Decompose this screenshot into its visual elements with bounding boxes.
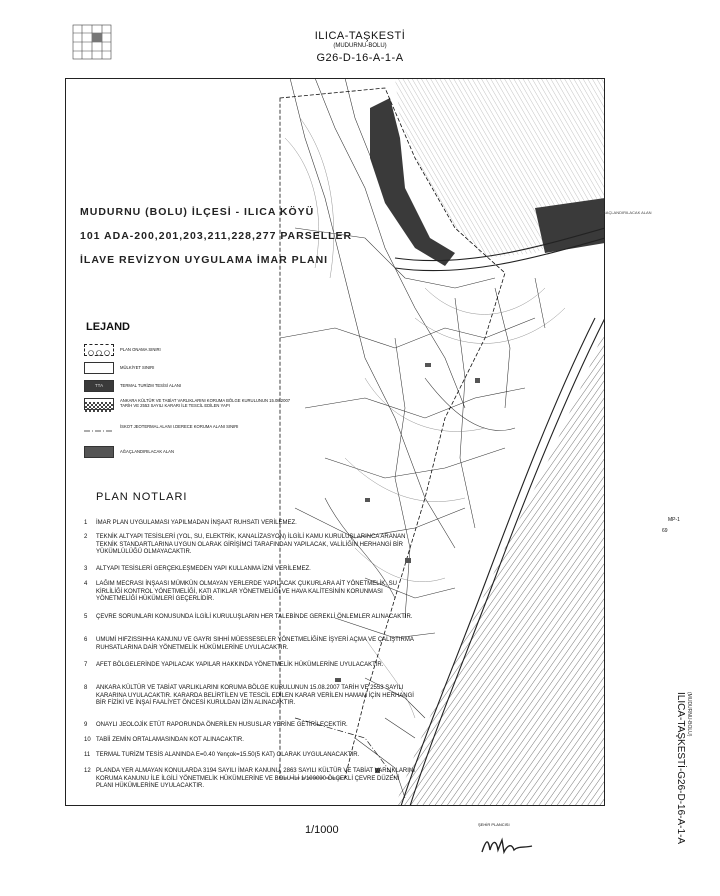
plan-note-number: 1	[84, 520, 88, 526]
plan-note-text: İMAR PLAN UYGULAMASI YAPILMADAN İNŞAAT RUHSATI VERİLEMEZ.	[96, 520, 297, 526]
plan-note-number: 6	[84, 637, 88, 643]
sheet-subtitle: (MUDURNU-BOLU)	[333, 43, 387, 49]
plan-note-text: TERMAL TURİZM TESİS ALANINDA E=0.40 Yençok=15.50(5 KAT) OLARAK UYGULANACAKTIR.	[96, 752, 360, 758]
margin-stamp-1: MP-1	[668, 517, 680, 523]
legend-label: TERMAL TURİZM TESİSİ ALANI	[120, 383, 182, 388]
legend-title: LEJAND	[86, 321, 131, 333]
plan-boundary-swatch	[84, 344, 114, 356]
legend-item-plan-boundary	[84, 344, 289, 358]
plan-notes-title: PLAN NOTLARI	[96, 491, 188, 503]
plan-title-line-1: MUDURNU (BOLU) İLÇESİ - ILICA KÖYÜ	[80, 206, 315, 218]
plan-title-line-2: 101 ADA-200,201,203,211,228,277 PARSELLER	[80, 230, 353, 242]
plan-note-number: 8	[84, 685, 88, 691]
plan-note-number: 2	[84, 534, 88, 540]
legend-label: PLAN ONAMA SINIRI	[120, 347, 161, 352]
legend-item-geothermal	[84, 424, 289, 438]
side-title-sub: (MUDURNU-BOLU)	[686, 692, 692, 737]
plan-note-text: ALTYAPI TESİSLERİ GERÇEKLEŞMEDEN YAPI KULLANMA İZNİ VERİLEMEZ.	[96, 566, 311, 572]
plan-note-text: TEKNİK ALTYAPI TESİSLERİ (YOL, SU, ELEKTRİK, KANALİZASYON) İLGİLİ KAMU KURULUŞLARINCA ARANAN TEKNİK STANDARTLARINA UYGUN OLARAK GİRİŞİMCİ TARAFINDAN YAPILACAK, VALİLİĞİN HERHANGİ BİR YÜKÜMLÜLÜĞÜ OLMAYACAKTIR.	[96, 534, 406, 555]
legend-label: İSKOT JEOTERMAL ALANI I.DERECE KORUMA ALANI SINIRI	[120, 424, 239, 429]
plan-title-line-3: İLAVE REVİZYON UYGULAMA İMAR PLANI	[80, 254, 329, 266]
legend-label: ANKARA KÜLTÜR VE TABİAT VARLIKLARINI KORUMA BÖLGE KURULUNUN 15.08.2007 TARİH VE 2553 SAYILI KARARI İLE TESCİL EDİLEN YAPI	[120, 398, 291, 408]
afforest-area-tag: AĞAÇLANDIRILACAK ALAN	[600, 210, 652, 215]
plan-note-text: ÇEVRE SORUNLARI KONUSUNDA İLGİLİ KURULUŞLARIN HER TALEBİNDE GEREKLİ ÖNLEMLER ALINACAKTIR.	[96, 614, 413, 620]
plan-note-number: 10	[84, 737, 91, 743]
plan-note-text: AFET BÖLGELERİNDE YAPILACAK YAPILAR HAKKINDA YÖNETMELİK HÜKÜMLERİNE UYULACAKTIR.	[96, 662, 384, 668]
legend-label: AĞAÇLANDIRILACAK ALAN	[120, 449, 174, 454]
signature-mark	[478, 830, 538, 860]
plan-note-text: TABİİ ZEMİN ORTALAMASINDAN KOT ALINACAKTIR.	[96, 737, 244, 743]
plan-note-number: 7	[84, 662, 88, 668]
map-scale: 1/1000	[305, 824, 339, 836]
sheet-code: G26-D-16-A-1-A	[316, 52, 404, 64]
protected-swatch	[84, 398, 114, 410]
tta-swatch: TTA	[84, 380, 114, 392]
legend-item-afforest	[84, 446, 289, 460]
plan-note-number: 4	[84, 581, 88, 587]
side-sheet-title	[672, 692, 692, 882]
legend-item-ownership	[84, 362, 289, 376]
plan-note-text: PLANDA YER ALMAYAN KONULARDA 3194 SAYILI İMAR KANUNU, 2863 SAYILI KÜLTÜR VE TABİAT VARLIKLARINI KORUMA KANUNU İLE İLGİLİ YÖNETMELİK HÜKÜMLERİNE VE BOLU İLİ 1/100000 ÖLÇEKLİ ÇEVRE DÜZENİ PLANI HÜKÜMLERİNE UYULACAKTIR.	[96, 768, 415, 789]
plan-note-text: LAĞIM MECRASI İNŞAASI MÜMKÜN OLMAYAN YERLERDE YAPILACAK ÇUKURLARA AİT YÖNETMELİK, SU KİRLİLİĞİ KONTROL YÖNETMELİĞİ, KATI ATIKLAR YÖNETMELİĞİ VE HAVA KALİTESİNİN KORUNMASI YÖNETMELİĞİ HÜKÜMLERİ GEÇERLİDİR.	[96, 581, 397, 602]
legend-item-tta	[84, 380, 289, 394]
plan-note-text: ANKARA KÜLTÜR VE TABİAT VARLIKLARINI KORUMA BÖLGE KURULUNUN 15.08.2007 TARİH VE 2553 SAYILI KARARINA UYULACAKTIR. KARARDA BELİRTİLEN VE TESCİL EDİLEN KARAR VERİLEN HAMAM İÇİN HERHANGİ BİR FİZİKİ VE İNŞAİ FAALİYET ÖNCESİ KURULDAN İZİN ALINACAKTIR.	[96, 685, 414, 706]
legend-label: MÜLKİYET SINIRI	[120, 365, 155, 370]
plan-note-number: 9	[84, 722, 88, 728]
ownership-swatch	[84, 362, 114, 374]
plan-note-text: ONAYLI JEOLOJİK ETÜT RAPORUNDA ÖNERİLEN HUSUSLAR YERİNE GETİRİLECEKTİR.	[96, 722, 348, 728]
plan-note-number: 3	[84, 566, 88, 572]
signature-caption: ŞEHİR PLANCISI	[478, 822, 510, 827]
sheet-title: ILICA-TAŞKESTİ	[314, 30, 406, 42]
margin-stamp-2: 69	[662, 528, 668, 534]
geothermal-swatch	[84, 424, 114, 436]
plan-note-number: 11	[84, 752, 91, 758]
legend-item-protected	[84, 398, 289, 418]
afforest-swatch	[84, 446, 114, 458]
plan-note-number: 5	[84, 614, 88, 620]
side-title-main: ILICA-TAŞKESTİ-G26-D-16-A-1-A	[675, 692, 686, 845]
plan-note-text: UMUMİ HIFZISSIHHA KANUNU VE GAYRI SIHHİ MÜESSESELER YÖNETMELİĞİNE İŞYERİ AÇMA VE ÇALIŞTIRMA RUHSATLARINA DAİR YÖNETMELİK HÜKÜMLERİNE UYULACAKTIR.	[96, 637, 414, 651]
plan-note-number: 12	[84, 768, 91, 774]
